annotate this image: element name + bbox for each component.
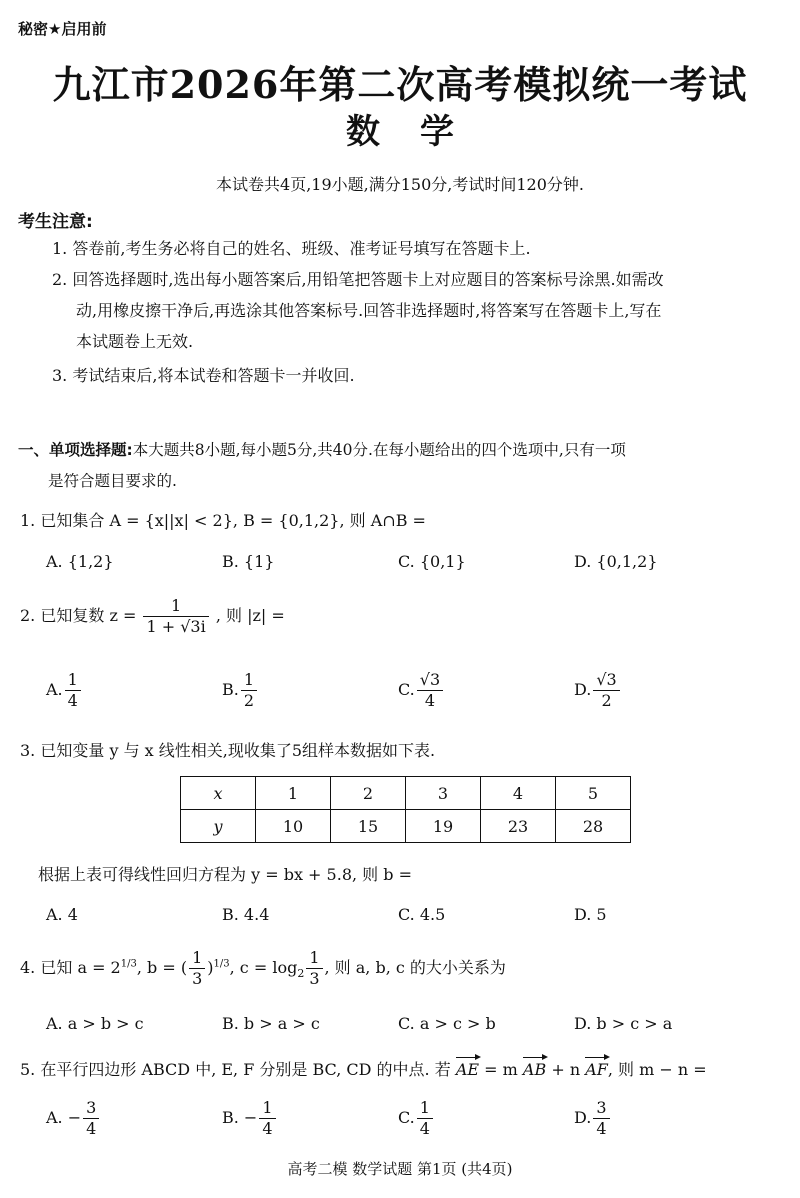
- q5-option-d: D. $\frac{3}{4}$: [574, 1098, 612, 1139]
- table-row-x: [181, 777, 631, 810]
- question-4: 4. 已知 $a = 2^{1/3}$, b = ( $\frac{1}{3}$ )$^{1/3}$, $c = \log_2$ $\frac{1}{3}$ , 则 a, b, c 的大小关系为: [20, 948, 506, 988]
- q3-option-a: A. 4: [46, 905, 78, 924]
- exam-title: 九江市2026年第二次高考模拟统一考试: [52, 62, 748, 107]
- table-header-x: x: [181, 777, 256, 810]
- table-cell: 15: [331, 810, 406, 843]
- table-cell: 23: [481, 810, 556, 843]
- q2-option-a: A. $\frac{1}{4}$: [46, 670, 83, 711]
- q4-option-b: B. b > a > c: [222, 1014, 320, 1033]
- section-heading: [18, 435, 788, 497]
- q5-option-b: B. − $\frac{1}{4}$: [222, 1098, 278, 1139]
- q4-option-d: D. b > c > a: [574, 1014, 673, 1033]
- q5-option-c: C. $\frac{1}{4}$: [398, 1098, 435, 1139]
- q1-option-b: B. {1}: [222, 552, 275, 571]
- table-row-y: [181, 810, 631, 843]
- note-2-end: 本试题卷上无效.: [76, 332, 194, 351]
- note-2: 2. 回答选择题时,选出每小题答案后,用铅笔把答题卡上对应题目的答案标号涂黑.如需改: [52, 270, 664, 289]
- note-3: 3. 考试结束后,将本试卷和答题卡一并收回.: [52, 366, 355, 385]
- q2-fraction: $\frac{1}{1 + √3i}$: [143, 596, 208, 637]
- vector-ae: AE: [455, 1060, 480, 1079]
- table-cell: 10: [256, 810, 331, 843]
- section-desc-2: 是符合题目要求的.: [48, 472, 177, 490]
- table-cell: 1: [256, 777, 331, 810]
- q1-option-c: C. {0,1}: [398, 552, 466, 571]
- q2-option-d: D. $\frac{√3}{2}$: [574, 670, 622, 711]
- data-table: [180, 776, 631, 843]
- q5-option-a: A. − $\frac{3}{4}$: [46, 1098, 101, 1139]
- question-2: [20, 596, 780, 637]
- confidential-label: 秘密★启用前: [18, 20, 107, 38]
- q3-option-b: B. 4.4: [222, 905, 270, 924]
- table-cell: 28: [556, 810, 631, 843]
- q4-option-a: A. a > b > c: [46, 1014, 144, 1033]
- section-title: 一、单项选择题:: [18, 441, 133, 459]
- q2-option-b: B. $\frac{1}{2}$: [222, 670, 259, 711]
- page-footer: 高考二模 数学试题 第1页 (共4页): [287, 1160, 513, 1178]
- table-cell: 19: [406, 810, 481, 843]
- note-1: 1. 答卷前,考生务必将自己的姓名、班级、准考证号填写在答题卡上.: [52, 239, 531, 258]
- subject-title: 数学: [346, 112, 494, 152]
- table-header-y: y: [181, 810, 256, 843]
- question-3: 3. 已知变量 y 与 x 线性相关,现收集了5组样本数据如下表.: [20, 741, 436, 760]
- note-2-cont: 动,用橡皮擦干净后,再选涂其他答案标号.回答非选择题时,将答案写在答题卡上,写在: [76, 301, 662, 320]
- q2-option-c: C. $\frac{√3}{4}$: [398, 670, 445, 711]
- q3-regression-line: 根据上表可得线性回归方程为 y = bx + 5.8, 则 b =: [38, 865, 412, 884]
- question-5: 5. 在平行四边形 ABCD 中, E, F 分别是 BC, CD 的中点. 若 AE = m AB + n AF, 则 m − n =: [20, 1060, 707, 1079]
- q2-prefix: 2. 已知复数 z =: [20, 606, 137, 625]
- table-cell: 3: [406, 777, 481, 810]
- question-1: 1. 已知集合 A = {x||x| < 2}, B = {0,1,2}, 则 A∩B =: [20, 511, 426, 530]
- exam-info: 本试卷共4页,19小题,满分150分,考试时间120分钟.: [216, 175, 584, 194]
- q2-suffix: , 则 |z| =: [215, 606, 285, 625]
- table-cell: 4: [481, 777, 556, 810]
- table-cell: 2: [331, 777, 406, 810]
- vector-ab: AB: [522, 1060, 547, 1079]
- table-cell: 5: [556, 777, 631, 810]
- vector-af: AF: [585, 1060, 608, 1079]
- q4-option-c: C. a > c > b: [398, 1014, 496, 1033]
- q1-option-a: A. {1,2}: [46, 552, 114, 571]
- q3-option-c: C. 4.5: [398, 905, 446, 924]
- notes-heading: 考生注意:: [18, 212, 93, 232]
- section-desc: 本大题共8小题,每小题5分,共40分.在每小题给出的四个选项中,只有一项: [132, 441, 626, 459]
- q3-option-d: D. 5: [574, 905, 607, 924]
- q1-option-d: D. {0,1,2}: [574, 552, 658, 571]
